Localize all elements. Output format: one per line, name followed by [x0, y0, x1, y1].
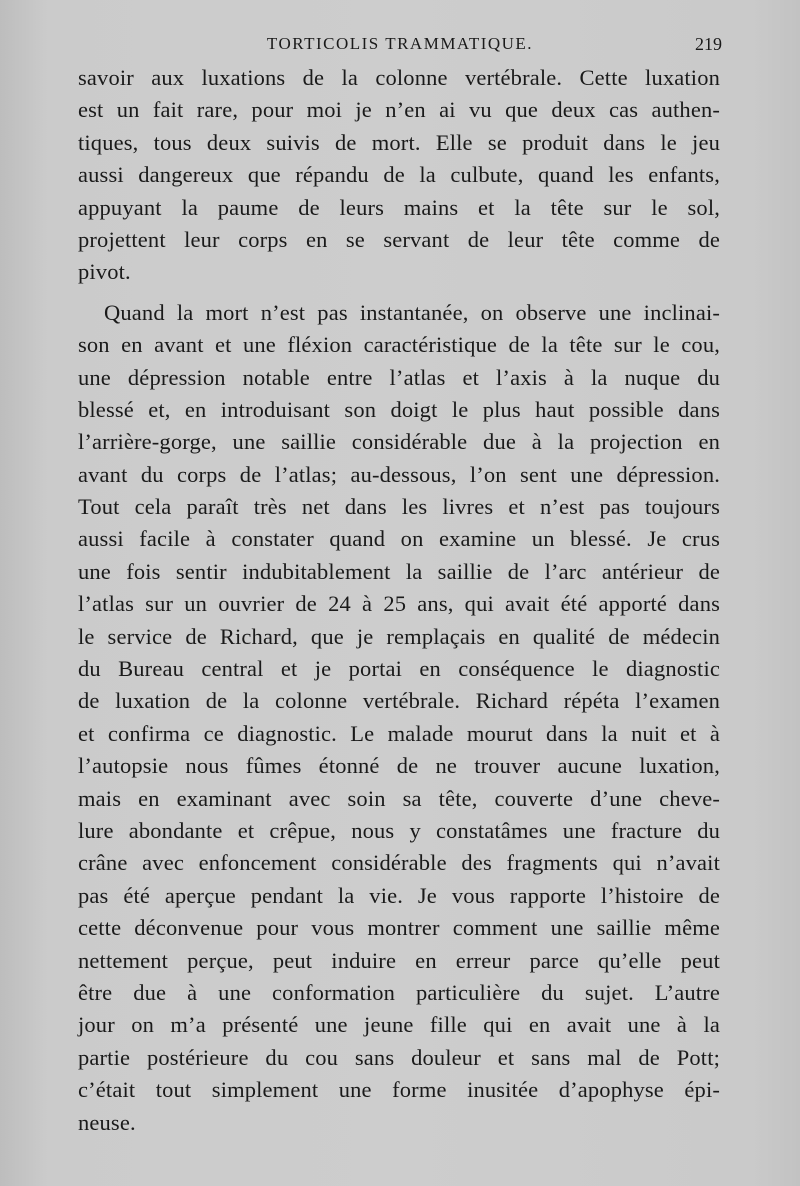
text-line: une dépression notable entre l’atlas et l’axis à la nuque du — [78, 364, 720, 390]
text-line: une fois sentir indubitablement la saillie de l’arc antérieur de — [78, 558, 720, 584]
text-line: jour on m’a présenté une jeune fille qui en avait une à la — [78, 1012, 720, 1038]
paragraph-1 — [78, 62, 720, 289]
text-line: l’arrière-gorge, une saillie considérable due à la projection en — [78, 429, 720, 455]
text-line: est un fait rare, pour moi je n’en ai vu que deux cas authen- — [78, 97, 720, 123]
text-line: c’était tout simplement une forme inusitée d’apophyse épi- — [78, 1077, 720, 1103]
text-line: être due à une conformation particulière du sujet. L’autre — [78, 979, 720, 1005]
text-line: l’atlas sur un ouvrier de 24 à 25 ans, qui avait été apporté dans — [78, 591, 720, 617]
text-line: aussi facile à constater quand on examine un blessé. Je crus — [78, 526, 720, 552]
text-line: projettent leur corps en se servant de leur tête comme de — [78, 226, 720, 252]
text-line: avant du corps de l’atlas; au-dessous, l’on sent une dépression. — [78, 461, 720, 487]
text-line: du Bureau central et je portai en conséquence le diagnostic — [78, 656, 720, 682]
page-header — [78, 34, 722, 56]
paragraph-2 — [78, 297, 720, 1139]
text-line: appuyant la paume de leurs mains et la tête sur le sol, — [78, 194, 720, 220]
text-line: neuse. — [78, 1109, 136, 1135]
text-line: lure abondante et crêpue, nous y constatâmes une fracture du — [78, 817, 720, 843]
page-number: 219 — [695, 34, 722, 54]
text-line: aussi dangereux que répandu de la culbute, quand les enfants, — [78, 162, 720, 188]
text-line: pas été aperçue pendant la vie. Je vous rapporte l’histoire de — [78, 882, 720, 908]
text-line: partie postérieure du cou sans douleur et sans mal de Pott; — [78, 1044, 720, 1070]
text-line: le service de Richard, que je remplaçais en qualité de médecin — [78, 623, 720, 649]
text-line: savoir aux luxations de la colonne vertébrale. Cette luxation — [78, 65, 720, 90]
text-line: et confirma ce diagnostic. Le malade mourut dans la nuit et à — [78, 720, 720, 746]
text-line: de luxation de la colonne vertébrale. Richard répéta l’examen — [78, 688, 720, 714]
text-line: mais en examinant avec soin sa tête, couverte d’une cheve- — [78, 785, 720, 811]
running-head: TORTICOLIS TRAMMATIQUE. — [266, 34, 534, 53]
text-line: cette déconvenue pour vous montrer comment une saillie même — [78, 915, 720, 941]
text-line: Tout cela paraît très net dans les livres et n’est pas toujours — [78, 494, 720, 520]
text-line: tiques, tous deux suivis de mort. Elle se produit dans le jeu — [78, 129, 720, 155]
text-line: nettement perçue, peut induire en erreur parce qu’elle peut — [78, 947, 720, 973]
paragraph-gap — [78, 289, 720, 297]
text-line: Quand la mort n’est pas instantanée, on observe une inclinai- — [104, 299, 720, 325]
body-text — [78, 62, 720, 1139]
text-line: crâne avec enfoncement considérable des fragments qui n’avait — [78, 850, 720, 876]
text-line: son en avant et une fléxion caractéristique de la tête sur le cou, — [78, 332, 720, 358]
text-line: l’autopsie nous fûmes étonné de ne trouver aucune luxation, — [78, 753, 720, 779]
text-line: pivot. — [78, 259, 131, 285]
text-line: blessé et, en introduisant son doigt le plus haut possible dans — [78, 396, 720, 422]
